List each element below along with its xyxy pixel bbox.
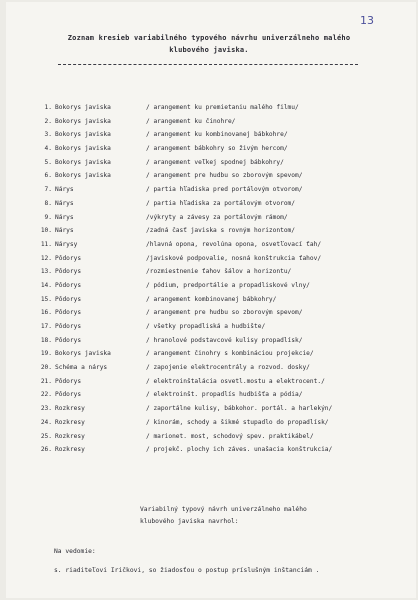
item-view-type: Nárys (55, 213, 74, 221)
item-view-type: Pôdorys (55, 336, 82, 344)
page-number: 13 (360, 14, 374, 27)
item-view-type: Bokorys javiska (55, 117, 111, 125)
item-description: / partia hľadiska pred portálovým otvorom/ (146, 186, 303, 194)
item-view-type: Pôdorys (55, 377, 82, 385)
item-description: / marionet. most, schodový spev. praktikábel/ (146, 432, 314, 440)
list-item (0, 224, 418, 238)
item-number: 14. (40, 281, 52, 289)
item-number: 25. (40, 432, 52, 440)
item-number: 2. (44, 117, 52, 125)
item-description: / arangement ku činohre/ (146, 117, 236, 125)
item-description: / arangement činohry s kombináciou projekcie/ (146, 350, 314, 358)
item-view-type: Bokorys javiska (55, 172, 111, 180)
item-view-type: Bokorys javiska (55, 131, 111, 139)
closing-line-2: klubového javiska navrhol: (140, 518, 239, 525)
item-number: 12. (40, 254, 52, 262)
item-view-type: Nárys (55, 199, 74, 207)
item-number: 18. (40, 336, 52, 344)
list-item (0, 128, 418, 142)
item-number: 5. (44, 158, 52, 166)
item-description: / elektroinštalácia osvetl.mostu a elektrocent./ (146, 377, 325, 385)
item-description: / zapojenie elektrocentrály a rozvod. dosky/ (146, 364, 310, 372)
list-item (0, 115, 418, 129)
item-description: / všetky propadliská a hudbište/ (146, 323, 266, 330)
list-item (0, 430, 418, 444)
list-item (0, 142, 418, 156)
item-description: / arangement veľkej spodnej bábkohry/ (146, 158, 284, 166)
item-number: 4. (44, 145, 52, 153)
list-item (0, 169, 418, 183)
list-item (0, 183, 418, 197)
item-description: /rozmiestnenie ťahov šálov a horizontu/ (146, 268, 292, 276)
item-view-type: Pôdorys (55, 323, 82, 330)
item-number: 17. (40, 323, 52, 330)
item-number: 9. (44, 213, 52, 221)
item-number: 15. (40, 295, 52, 303)
list-item (0, 347, 418, 361)
footer-text: s. riaditeľovi Iričkovi, so žiadosťou o postup príslušným inštanciám . (54, 567, 320, 574)
item-view-type: Nárys (55, 186, 74, 194)
list-item (0, 252, 418, 266)
item-number: 19. (40, 350, 52, 358)
item-description: / projekč. plochy ich záves. unašacia konštrukcia/ (146, 446, 333, 454)
list-item (0, 156, 418, 170)
list-item (0, 306, 418, 320)
item-number: 6. (44, 172, 52, 180)
item-description: / arangement pre hudbu so zborovým spevom/ (146, 172, 303, 180)
list-item (0, 211, 418, 225)
list-item (0, 416, 418, 430)
list-item (0, 265, 418, 279)
closing-line-1: Variabilný typový návrh univerzálneho malého (140, 506, 307, 513)
item-number: 16. (40, 309, 52, 317)
item-number: 26. (40, 446, 52, 454)
item-number: 1. (44, 104, 52, 111)
title-line-1: Zoznam kresieb variabilného typového návrhu univerzálneho malého (67, 34, 351, 42)
list-item (0, 293, 418, 307)
list-item (0, 388, 418, 402)
item-view-type: Pôdorys (55, 391, 82, 399)
item-number: 7. (44, 186, 52, 194)
closing-statement (140, 504, 307, 528)
item-description: / hranolové podstavcové kulisy propadlísk/ (146, 336, 303, 344)
item-view-type: Schéma a nárys (55, 364, 108, 372)
item-description: /zadná časť javiska s rovným horizontom/ (146, 227, 296, 235)
item-description: / partia hľadiska za portálovým otvorom/ (146, 199, 296, 207)
item-view-type: Rozkresy (55, 432, 85, 440)
item-view-type: Nárysy (55, 240, 78, 248)
item-description: /výkryty a závesy za portálovým rámom/ (146, 213, 288, 221)
title-underline (58, 64, 358, 65)
item-view-type: Pôdorys (55, 295, 82, 303)
item-description: / zaportálne kulisy, bábkohor. portál. a harlekýn/ (146, 405, 333, 413)
item-view-type: Pôdorys (55, 268, 82, 276)
item-number: 3. (44, 131, 52, 139)
item-number: 23. (40, 405, 52, 413)
list-item (0, 334, 418, 348)
item-number: 11. (40, 240, 52, 248)
item-view-type: Bokorys javiska (55, 104, 111, 111)
item-description: /hlavná opona, revolúna opona, osvetľovací ťah/ (146, 240, 322, 248)
item-description: / elektroinšt. propadlís hudbišťa a pódia/ (146, 391, 303, 399)
item-description: / arangement kombinovanej bábkohry/ (146, 295, 277, 303)
item-number: 24. (40, 418, 52, 426)
item-description: / kinorám, schody a šikmé stupadlo do propadlísk/ (146, 418, 329, 426)
document-title (0, 32, 418, 56)
item-view-type: Nárys (55, 227, 74, 235)
item-view-type: Bokorys javiska (55, 350, 111, 358)
item-view-type: Rozkresy (55, 446, 85, 454)
list-item (0, 101, 418, 115)
list-item (0, 361, 418, 375)
list-item (0, 197, 418, 211)
list-item (0, 443, 418, 457)
item-number: 8. (44, 199, 52, 207)
item-view-type: Rozkresy (55, 418, 85, 426)
item-description: / arangement bábkohry so živým hercom/ (146, 145, 288, 153)
item-view-type: Pôdorys (55, 281, 82, 289)
item-number: 10. (40, 227, 52, 235)
item-number: 13. (40, 268, 52, 276)
item-view-type: Bokorys javiska (55, 145, 111, 153)
item-description: / pódium, predportálie a propadliskové vlny/ (146, 281, 310, 289)
item-view-type: Rozkresy (55, 405, 85, 413)
item-description: / arangement pre hudbu so zborovým spevom/ (146, 309, 303, 317)
item-description: / arangement ku kombinovanej bábkohre/ (146, 131, 288, 139)
list-item (0, 375, 418, 389)
title-line-2: klubového javiska. (169, 46, 249, 54)
item-number: 22. (40, 391, 52, 399)
item-view-type: Pôdorys (55, 309, 82, 317)
list-item (0, 279, 418, 293)
list-item (0, 402, 418, 416)
list-item (0, 320, 418, 334)
item-number: 21. (40, 377, 52, 385)
drawing-list (0, 101, 418, 457)
item-view-type: Bokorys javiska (55, 158, 111, 166)
item-description: /javiskové podpovalie, nosná konštrukcia ťahov/ (146, 254, 322, 262)
item-number: 20. (40, 364, 52, 372)
footer-label: Na vedomie: (54, 548, 96, 555)
list-item (0, 238, 418, 252)
item-description: / arangement ku premietaniu malého filmu/ (146, 104, 299, 111)
item-view-type: Pôdorys (55, 254, 82, 262)
